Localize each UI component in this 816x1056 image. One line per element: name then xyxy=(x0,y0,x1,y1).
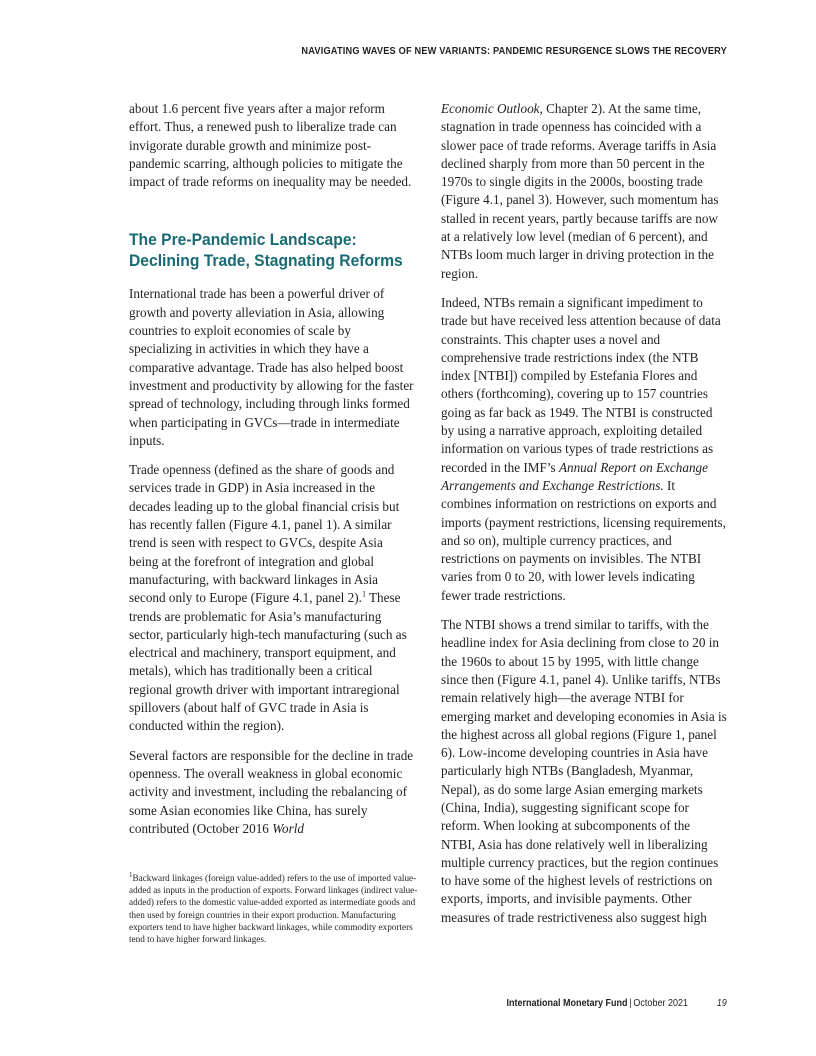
section-heading-line1: The Pre-Pandemic Landscape: xyxy=(129,230,357,250)
left-column xyxy=(129,100,415,838)
right-column xyxy=(441,100,727,927)
footnote xyxy=(129,872,429,945)
page-footer xyxy=(507,998,727,1009)
footnote-text: Backward linkages (foreign value-added) refers to the use of imported value-added as inputs in the production of exports. Forward linkages (indirect value-added) refers to the domestic value-added exported as intermediate goods and then used by foreign countries in their export production. Manufacturing exporters tend to have higher backward linkages, while commodity exporters tend to have higher forward linkages. xyxy=(129,873,418,945)
paragraph xyxy=(129,747,415,838)
paragraph-text: , Chapter 2). At the same time, stagnation in trade openness has coincided with a slower pace of trade reforms. Average tariffs in Asia declined sharply from more than 50 percent in the 1970s to single digits in the 2000s, boosting trade (Figure 4.1, panel 3). However, such momentum has stalled in recent years, partly because tariffs are now at a relatively low level (median of 6 percent), and NTBs loom much larger in driving protection in the region. xyxy=(441,101,719,281)
paragraph: about 1.6 percent five years after a major reform effort. Thus, a renewed push to liberalize trade can invigorate durable growth and minimize post-pandemic scarring, although policies to mitigate the impact of trade reforms on inequality may be needed. xyxy=(129,101,412,190)
paragraph xyxy=(129,461,415,735)
paragraph-text: It combines information on restrictions on exports and imports (payment restrictions, licensing requirements, and so on), multiple currency practices, and restrictions on payments on invisibles. The NTBI varies from 0 to 20, with lower levels indicating fewer trade restrictions. xyxy=(441,477,726,603)
paragraph xyxy=(441,100,727,283)
footer-separator: | xyxy=(629,998,632,1009)
footnote-number: 1 xyxy=(129,870,133,879)
running-header: NAVIGATING WAVES OF NEW VARIANTS: PANDEMIC RESURGENCE SLOWS THE RECOVERY xyxy=(301,46,727,57)
page-number: 19 xyxy=(716,998,727,1009)
paragraph-text: These trends are problematic for Asia’s manufacturing sector, particularly high-tech manufacturing (such as electrical and machinery, transport equipment, and metals), which has traditionally been a critical regional growth driver with important intraregional spillovers (about half of GVC trade in Asia is conducted within the region). xyxy=(129,590,407,734)
paragraph: The NTBI shows a trend similar to tariffs, with the headline index for Asia declining from close to 20 in the 1960s to about 15 by 1995, with little change since then (Figure 4.1, panel 4). Unlike tariffs, NTBs remain relatively high—the average NTBI for emerging market and developing economies in Asia is the highest across all global regions (Figure 1, panel 6). Low-income developing countries in Asia have particularly high NTBs (Bangladesh, Myanmar, Nepal), as do some large Asian emerging markets (China, India), suggesting significant scope for reform. When looking at subcomponents of the NTBI, Asia has done relatively well in liberalizing multiple currency practices, but the region continues to have some of the highest levels of restrictions on exports, imports, and invisible payments. Other measures of trade restrictiveness also suggest high xyxy=(441,617,727,925)
paragraph-text: Indeed, NTBs remain a significant impediment to trade but have received less attention because of data constraints. This chapter uses a novel and comprehensive trade restrictions index (the NTB index [NTBI]) compiled by Estefania Flores and others (forthcoming), covering up to 157 countries going as far back as 1949. The NTBI is constructed by using a narrative approach, exploiting detailed information on various types of trade restrictions as recorded in the IMF’s xyxy=(441,294,721,475)
section-heading-line2: Declining Trade, Stagnating Reforms xyxy=(129,251,403,271)
paragraph-text: Several factors are responsible for the decline in trade openness. The overall weakness in global economic activity and investment, including the rebalancing of some Asian economies like China, has surely contributed (October 2016 xyxy=(129,747,414,836)
footer-org: International Monetary Fund xyxy=(506,998,628,1009)
paragraph xyxy=(441,294,727,605)
footnote-reference[interactable]: 1 xyxy=(361,589,366,599)
paragraph: International trade has been a powerful driver of growth and poverty alleviation in Asia, allowing countries to exploit economies of scale by specializing in activities in which they have a comparative advantage. Trade has also helped boost investment and productivity by allowing for the faster spread of technology, including through links formed when participating in GVCs—trade in intermediate inputs. xyxy=(129,286,414,448)
italic-title: World xyxy=(272,820,304,836)
paragraph-text: Trade openness (defined as the share of goods and services trade in GDP) in Asia increased in the decades leading up to the global financial crisis but has recently fallen (Figure 4.1, panel 1). A similar trend is seen with respect to GVCs, despite Asia being at the forefront of integration and global manufacturing, with backward linkages in Asia second only to Europe (Figure 4.1, panel 2). xyxy=(129,462,400,606)
section-heading xyxy=(129,229,414,271)
footer-date: October 2021 xyxy=(633,998,689,1009)
italic-title: Annual Report on Exchange Arrangements and Exchange Restrictions. xyxy=(441,459,708,493)
italic-title: Economic Outlook xyxy=(441,101,540,116)
